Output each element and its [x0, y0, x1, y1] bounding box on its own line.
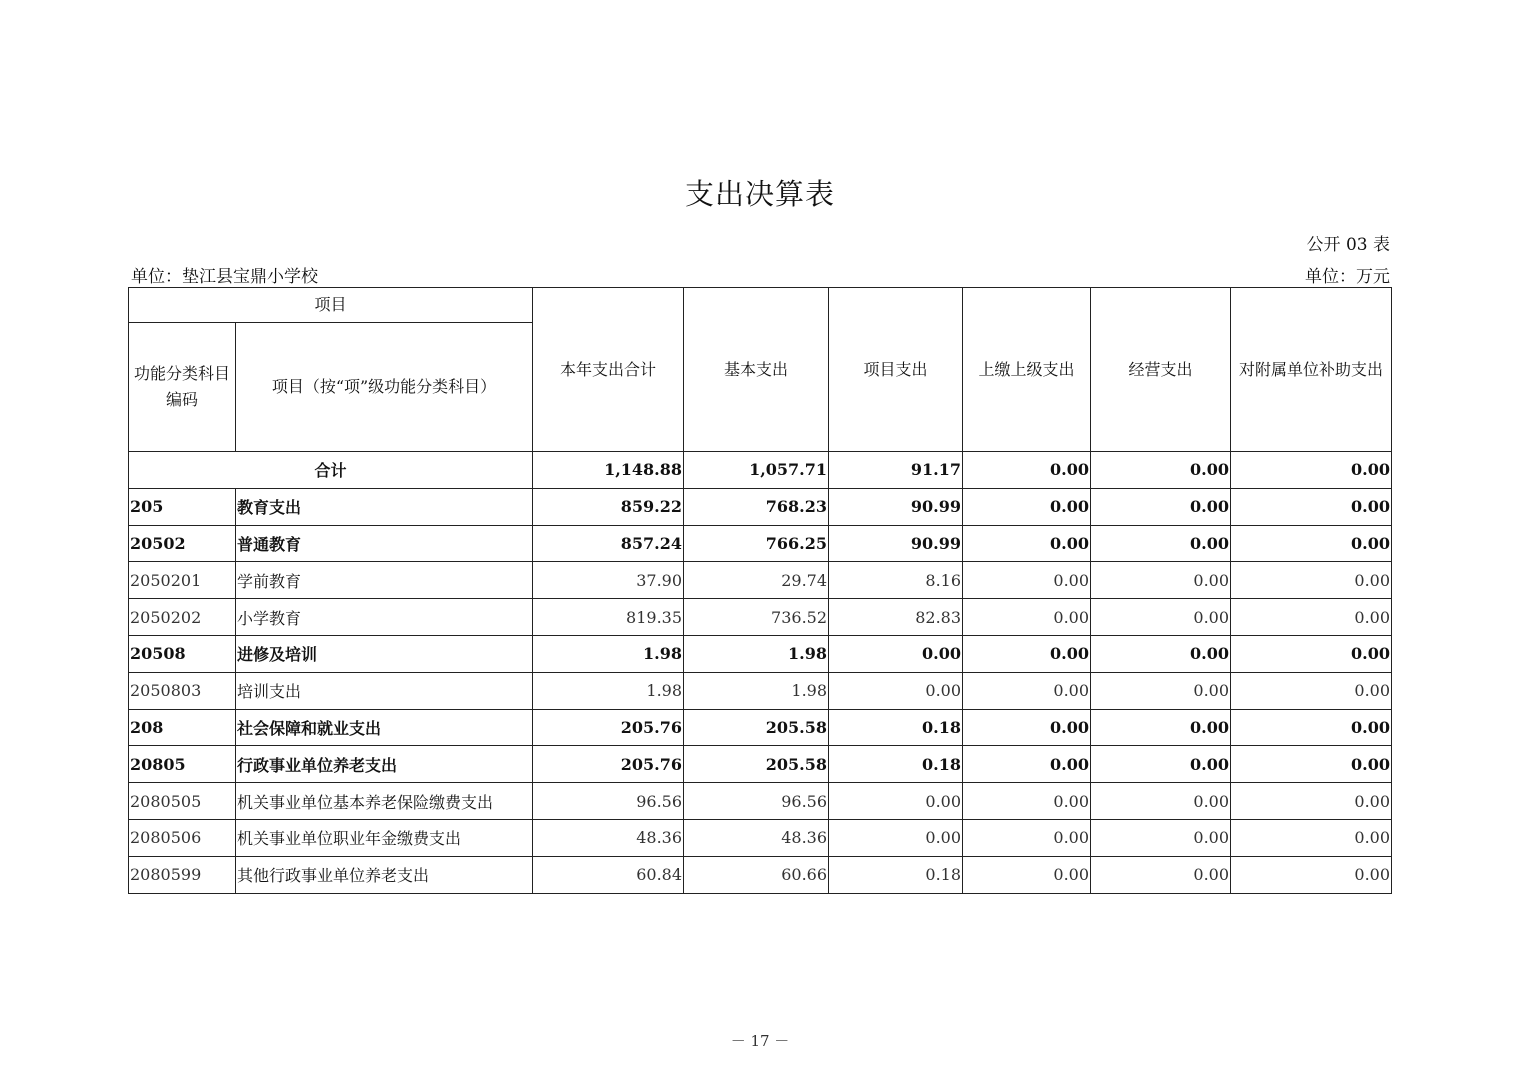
row-value: 0.18	[829, 746, 963, 783]
total-value: 0.00	[963, 452, 1091, 489]
row-value: 205.76	[533, 746, 684, 783]
row-code: 2080599	[129, 856, 236, 893]
row-value: 48.36	[684, 819, 829, 856]
row-value: 857.24	[533, 525, 684, 562]
row-value: 0.00	[963, 525, 1091, 562]
row-code: 2050803	[129, 672, 236, 709]
row-code: 2050202	[129, 599, 236, 636]
row-name: 小学教育	[236, 599, 533, 636]
total-value: 91.17	[829, 452, 963, 489]
form-number: 公开 03 表	[1306, 235, 1390, 255]
row-value: 29.74	[684, 562, 829, 599]
table-row	[129, 488, 1392, 525]
row-name: 社会保障和就业支出	[236, 709, 533, 746]
row-value: 90.99	[829, 488, 963, 525]
total-value: 1,057.71	[684, 452, 829, 489]
row-value: 205.76	[533, 709, 684, 746]
table-row	[129, 709, 1392, 746]
header-basic: 基本支出	[684, 288, 829, 452]
row-code: 205	[129, 488, 236, 525]
row-value: 205.58	[684, 709, 829, 746]
row-code: 20508	[129, 635, 236, 672]
row-value: 0.00	[1231, 488, 1392, 525]
table-row	[129, 746, 1392, 783]
table-row	[129, 783, 1392, 820]
row-value: 0.00	[1231, 672, 1392, 709]
table-row	[129, 562, 1392, 599]
row-value: 0.00	[1091, 746, 1231, 783]
row-value: 0.00	[1231, 525, 1392, 562]
row-value: 8.16	[829, 562, 963, 599]
row-value: 0.00	[1091, 819, 1231, 856]
total-row	[129, 452, 1392, 489]
unit-name: 单位：垫江县宝鼎小学校	[131, 267, 318, 287]
row-value: 0.00	[963, 819, 1091, 856]
row-value: 0.00	[829, 635, 963, 672]
row-value: 0.00	[1231, 819, 1392, 856]
table-row	[129, 635, 1392, 672]
row-code: 2080505	[129, 783, 236, 820]
row-value: 0.00	[1091, 672, 1231, 709]
row-value: 0.00	[963, 599, 1091, 636]
row-value: 0.00	[963, 672, 1091, 709]
row-value: 96.56	[684, 783, 829, 820]
page-number: － 17 －	[730, 1032, 790, 1050]
currency-unit: 单位：万元	[1305, 267, 1390, 287]
row-value: 0.00	[829, 783, 963, 820]
row-value: 0.00	[1091, 856, 1231, 893]
table-row	[129, 856, 1392, 893]
row-value: 0.00	[963, 488, 1091, 525]
row-value: 819.35	[533, 599, 684, 636]
row-value: 0.00	[1231, 562, 1392, 599]
row-value: 0.00	[963, 746, 1091, 783]
row-name: 行政事业单位养老支出	[236, 746, 533, 783]
row-value: 1.98	[533, 635, 684, 672]
row-value: 0.00	[1091, 635, 1231, 672]
row-value: 0.00	[1231, 783, 1392, 820]
header-upper: 上缴上级支出	[963, 288, 1091, 452]
row-value: 90.99	[829, 525, 963, 562]
row-value: 37.90	[533, 562, 684, 599]
row-name: 其他行政事业单位养老支出	[236, 856, 533, 893]
row-value: 0.00	[1231, 746, 1392, 783]
table-row	[129, 599, 1392, 636]
row-value: 82.83	[829, 599, 963, 636]
row-value: 766.25	[684, 525, 829, 562]
row-value: 736.52	[684, 599, 829, 636]
row-name: 教育支出	[236, 488, 533, 525]
header-name: 项目（按“项”级功能分类科目）	[236, 323, 533, 452]
table-row	[129, 525, 1392, 562]
row-value: 0.00	[963, 635, 1091, 672]
table-row	[129, 819, 1392, 856]
total-value: 1,148.88	[533, 452, 684, 489]
header-subsidy: 对附属单位补助支出	[1231, 288, 1392, 452]
total-label: 合计	[129, 452, 533, 489]
row-code: 2080506	[129, 819, 236, 856]
row-value: 0.00	[1091, 783, 1231, 820]
row-name: 进修及培训	[236, 635, 533, 672]
header-business: 经营支出	[1091, 288, 1231, 452]
row-value: 205.58	[684, 746, 829, 783]
row-value: 859.22	[533, 488, 684, 525]
header-code: 功能分类科目编码	[129, 323, 236, 452]
row-name: 机关事业单位基本养老保险缴费支出	[236, 783, 533, 820]
row-value: 0.00	[963, 856, 1091, 893]
header-total: 本年支出合计	[533, 288, 684, 452]
row-value: 60.84	[533, 856, 684, 893]
row-value: 0.00	[1231, 635, 1392, 672]
row-value: 60.66	[684, 856, 829, 893]
row-value: 0.00	[829, 819, 963, 856]
page-title: 支出决算表	[684, 177, 835, 211]
row-value: 1.98	[684, 635, 829, 672]
row-value: 0.00	[1231, 599, 1392, 636]
row-value: 96.56	[533, 783, 684, 820]
row-value: 0.00	[1231, 709, 1392, 746]
row-value: 0.00	[1091, 525, 1231, 562]
row-value: 0.00	[963, 783, 1091, 820]
row-value: 0.00	[1231, 856, 1392, 893]
row-value: 0.18	[829, 709, 963, 746]
row-value: 1.98	[533, 672, 684, 709]
row-value: 0.00	[1091, 599, 1231, 636]
row-name: 机关事业单位职业年金缴费支出	[236, 819, 533, 856]
row-value: 1.98	[684, 672, 829, 709]
row-value: 0.00	[1091, 488, 1231, 525]
header-project-expense: 项目支出	[829, 288, 963, 452]
row-value: 768.23	[684, 488, 829, 525]
total-value: 0.00	[1231, 452, 1392, 489]
total-value: 0.00	[1091, 452, 1231, 489]
row-value: 0.18	[829, 856, 963, 893]
row-value: 0.00	[963, 562, 1091, 599]
row-value: 0.00	[963, 709, 1091, 746]
row-value: 0.00	[829, 672, 963, 709]
row-name: 培训支出	[236, 672, 533, 709]
row-value: 0.00	[1091, 709, 1231, 746]
expenditure-table	[128, 287, 1392, 894]
row-code: 208	[129, 709, 236, 746]
row-name: 普通教育	[236, 525, 533, 562]
table-row	[129, 672, 1392, 709]
row-code: 20805	[129, 746, 236, 783]
row-code: 20502	[129, 525, 236, 562]
header-project: 项目	[129, 288, 533, 323]
row-value: 48.36	[533, 819, 684, 856]
row-code: 2050201	[129, 562, 236, 599]
row-value: 0.00	[1091, 562, 1231, 599]
row-name: 学前教育	[236, 562, 533, 599]
